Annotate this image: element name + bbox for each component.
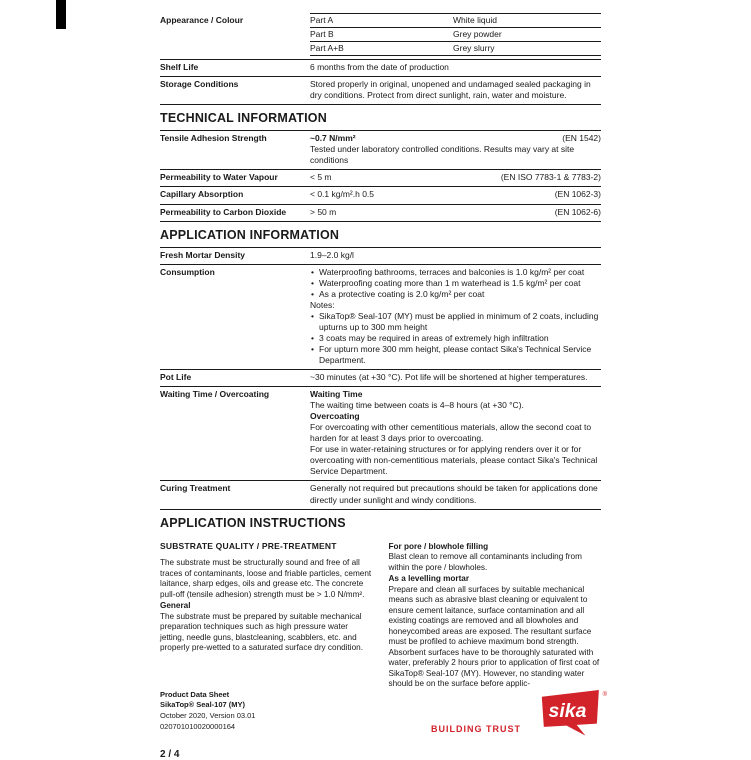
property-value [310,389,601,477]
overcoating-text: For use in water-retaining structures or for applying renders over it or for overcoating with non-cementitious materials, please contact Sika's Technical Service Department. [310,444,598,477]
product-name: SikaTop® Seal-107 (MY) [160,700,245,710]
page-number: 2 / 4 [160,748,180,760]
property-label: Tensile Adhesion Strength [160,133,267,144]
section-heading-application-instructions: APPLICATION INSTRUCTIONS [160,509,601,535]
row-tensile-adhesion-strength [160,130,601,169]
standard-reference: (EN 1062-3) [554,189,601,200]
general-paragraph: The substrate must be prepared by suitable mechanical preparation techniques such as high pressure water jetting, needle guns, blastcleaning, scabblers, etc. and properly pre-wetted to a saturated surface dry condition. [160,611,363,653]
property-label: Capillary Absorption [160,189,244,200]
row-curing-treatment [160,480,601,508]
notes-label: Notes: [310,299,335,310]
row-capillary-absorption [160,186,601,203]
levelling-mortar-paragraph: Prepare and clean all surfaces by suitable mechanical means such as abrasive blast cleaning or equivalent to ensure cement laitance, surface contamination and all existing coatings are removed and all blowholes and honeycombed areas are exposed. The resultant surface must be profiled to achieve maximum bond strength. [388,584,592,647]
standard-reference: (EN 1062-6) [554,206,601,217]
property-value [310,172,601,183]
property-label: Shelf Life [160,62,199,73]
property-label: Waiting Time / Overcoating [160,389,270,400]
doc-id: 020701010020000164 [160,722,236,732]
row-permeability-water-vapour [160,169,601,186]
doc-version: October 2020, Version 03.01 [160,711,256,721]
property-label: Curing Treatment [160,483,231,494]
consumption-bullet: • Waterproofing coating more than 1 m waterhead is 1.5 kg/m² per coat [310,278,601,289]
property-label: Appearance / Colour [160,15,244,25]
appearance-part-row [310,42,601,56]
row-consumption [160,264,601,369]
document-meta [160,690,255,734]
property-measured-value: < 5 m [310,172,332,183]
substrate-paragraph: The substrate must be structurally sound and free of all traces of contaminants, loose and friable particles, cement laitance, sharp edges, oils and grease etc. The concrete pull-off (tensile adhesion) strength must be > 1.0 N/mm². [160,558,372,599]
subheading-substrate-quality: SUBSTRATE QUALITY / PRE-TREATMENT [160,540,337,551]
property-value: ~30 minutes (at +30 °C). Pot life will be shortened at higher temperatures. [310,372,588,383]
property-value: Stored properly in original, unopened and undamaged sealed packaging in dry conditions. Protect from direct sunlight, rain, water and moisture. [310,79,591,101]
general-heading: General [160,601,191,611]
property-value [310,207,601,218]
property-value [310,133,601,166]
property-measured-value: ~0.7 N/mm² [310,133,356,144]
row-fresh-mortar-density [160,247,601,264]
part-colour: Grey powder [453,29,502,40]
overcoating-heading: Overcoating [310,411,360,422]
registered-mark: ® [602,691,607,698]
doc-type: Product Data Sheet [160,689,230,699]
sika-logo-icon [539,690,601,737]
building-trust-tagline: BUILDING TRUST [431,723,521,734]
property-label: Storage Conditions [160,79,239,90]
section-heading-technical-information: TECHNICAL INFORMATION [160,104,601,130]
standard-reference: (EN 1542) [562,133,601,144]
absorbent-surfaces-paragraph: Absorbent surfaces have to be thoroughly saturated with water, preferably 2 hours prior to application of first coat of SikaTop® Seal-107 (MY). However, no standing water should be on the surface before applic- [388,647,600,689]
waiting-time-text: The waiting time between coats is 4–8 hours (at +30 °C). [310,400,524,411]
row-appearance-colour [160,13,601,59]
row-storage-conditions [160,76,601,104]
consumption-note: • 3 coats may be required in areas of extremely high infiltration [310,333,601,344]
instructions-left-column [160,541,373,690]
pore-blowhole-heading: For pore / blowhole filling [388,541,489,551]
row-shelf-life [160,59,601,76]
consumption-note: • For upturn more 300 mm height, please contact Sika's Technical Service Department. [310,344,601,366]
property-value: Generally not required but precautions should be taken for applications done directly under sunlight and windy conditions. [310,483,598,505]
property-measured-value: < 0.1 kg/m².h 0.5 [310,189,375,200]
consumption-bullet: • Waterproofing bathrooms, terraces and balconies is 1.0 kg/m² per coat [310,267,601,278]
page-footer [160,689,607,737]
row-permeability-carbon-dioxide [160,204,601,221]
sika-logo [539,690,607,737]
instructions-right-column [389,541,602,690]
property-label: Pot Life [160,372,192,383]
appearance-part-row [310,13,601,28]
property-value [310,267,601,366]
part-name: Part A [310,15,334,25]
row-waiting-time-overcoating [160,386,601,480]
sika-logo-text: sika [548,699,587,722]
consumption-note: • SikaTop® Seal-107 (MY) must be applied in minimum of 2 coats, including upturns up to 300 mm height [310,311,601,333]
row-pot-life [160,369,601,386]
page-corner-mark [56,0,66,29]
property-label: Consumption [160,266,215,277]
property-note: Tested under laboratory controlled conditions. Results may vary at site conditions [310,144,575,166]
consumption-bullet: • As a protective coating is 2.0 kg/m² per coat [310,289,601,300]
brand-block [431,690,607,737]
property-measured-value: > 50 m [310,206,337,217]
part-name: Part B [310,29,334,40]
levelling-mortar-heading: As a levelling mortar [388,574,470,584]
property-value: 6 months from the date of production [310,62,449,73]
appearance-part-row [310,28,601,42]
property-value [310,189,601,200]
part-colour: White liquid [453,15,497,25]
overcoating-text: For overcoating with other cementitious materials, allow the second coat to harden for at least 3 days prior to overcoating. [310,422,592,444]
property-label: Fresh Mortar Density [160,249,246,260]
standard-reference: (EN ISO 7783-1 & 7783-2) [500,172,601,183]
part-name: Part A+B [310,43,344,54]
pore-blowhole-paragraph: Blast clean to remove all contaminants including from within the pore / blowholes. [388,552,582,572]
property-label: Permeability to Carbon Dioxide [160,206,287,217]
property-value: 1.9–2.0 kg/l [310,249,354,260]
appearance-table [310,13,601,56]
section-heading-application-information: APPLICATION INFORMATION [160,221,601,247]
waiting-time-heading: Waiting Time [310,389,363,400]
property-label: Permeability to Water Vapour [160,172,278,183]
application-instructions-columns [160,541,601,690]
part-colour: Grey slurry [453,43,495,54]
